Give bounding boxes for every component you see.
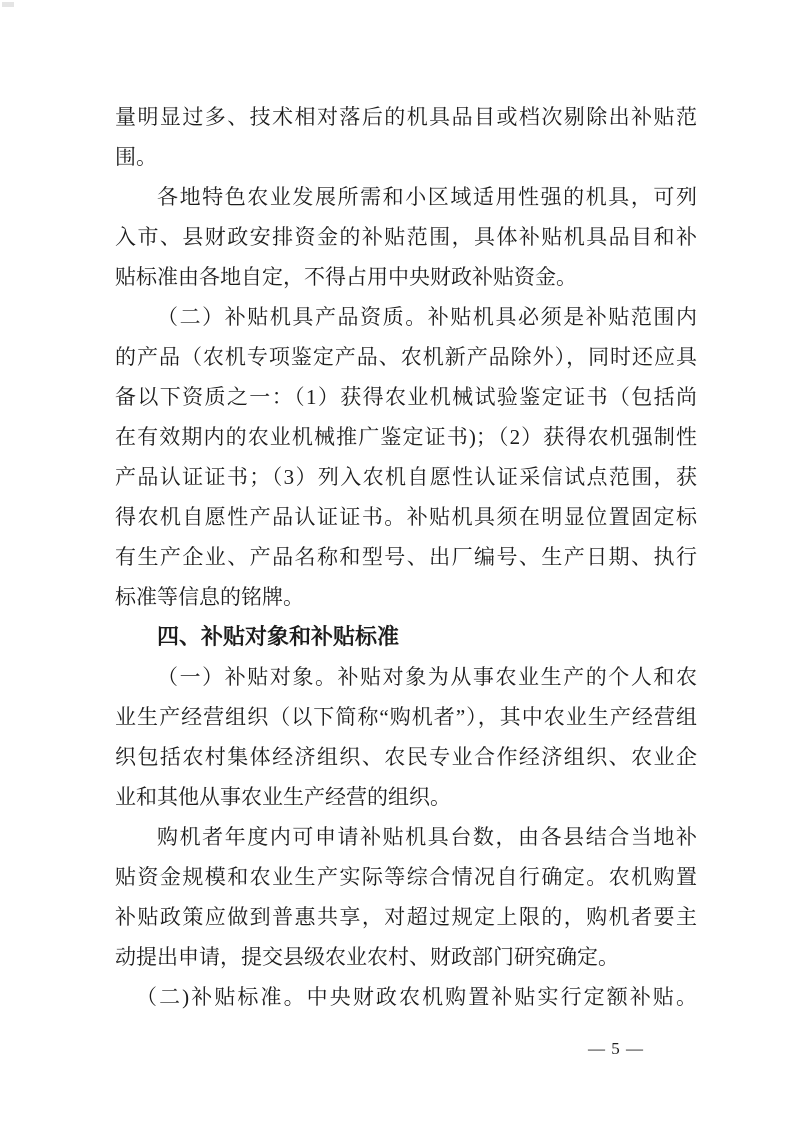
text-line: 得农机自愿性产品认证证书。补贴机具须在明显位置固定标 (115, 505, 697, 529)
text-line: 贴标准由各地自定，不得占用中央财政补贴资金。 (115, 265, 577, 289)
text-line: 围。 (115, 145, 157, 169)
text-line: 标准等信息的铭牌。 (115, 585, 304, 609)
text-line: 入市、县财政安排资金的补贴范围，具体补贴机具品目和补 (115, 225, 697, 249)
document-body (115, 97, 697, 1017)
text-line: 动提出申请，提交县级农业农村、财政部门研究确定。 (115, 945, 619, 969)
page-number: — 5 — (588, 1039, 644, 1058)
text-line: 补贴政策应做到普惠共享，对超过规定上限的，购机者要主 (115, 905, 697, 929)
text-line: 各地特色农业发展所需和小区域适用性强的机具，可列 (157, 185, 697, 209)
section-heading: 四、补贴对象和补贴标准 (157, 624, 400, 649)
text-line: 有生产企业、产品名称和型号、出厂编号、生产日期、执行 (115, 545, 697, 569)
text-line: 量明显过多、技术相对落后的机具品目或档次剔除出补贴范 (115, 105, 697, 129)
text-line: 在有效期内的农业机械推广鉴定证书)；（2）获得农机强制性 (115, 425, 697, 449)
text-line: 备以下资质之一：（1）获得农业机械试验鉴定证书（包括尚 (115, 385, 697, 409)
text-line: （二)补贴标准。中央财政农机购置补贴实行定额补贴。 (136, 985, 697, 1009)
text-line: 业生产经营组织（以下简称“购机者”），其中农业生产经营组 (115, 705, 697, 729)
text-line: 购机者年度内可申请补贴机具台数，由各县结合当地补 (157, 825, 697, 849)
text-line: 产品认证证书；（3）列入农机自愿性认证采信试点范围，获 (115, 465, 697, 489)
text-line: （一）补贴对象。补贴对象为从事农业生产的个人和农 (157, 665, 697, 689)
text-line: （二）补贴机具产品资质。补贴机具必须是补贴范围内 (157, 305, 697, 329)
text-line: 的产品（农机专项鉴定产品、农机新产品除外），同时还应具 (115, 345, 697, 369)
text-line: 业和其他从事农业生产经营的组织。 (115, 785, 451, 809)
text-line: 织包括农村集体经济组织、农民专业合作经济组织、农业企 (115, 745, 697, 769)
scan-artifact (2, 2, 14, 7)
text-line: 贴资金规模和农业生产实际等综合情况自行确定。农机购置 (115, 865, 697, 889)
